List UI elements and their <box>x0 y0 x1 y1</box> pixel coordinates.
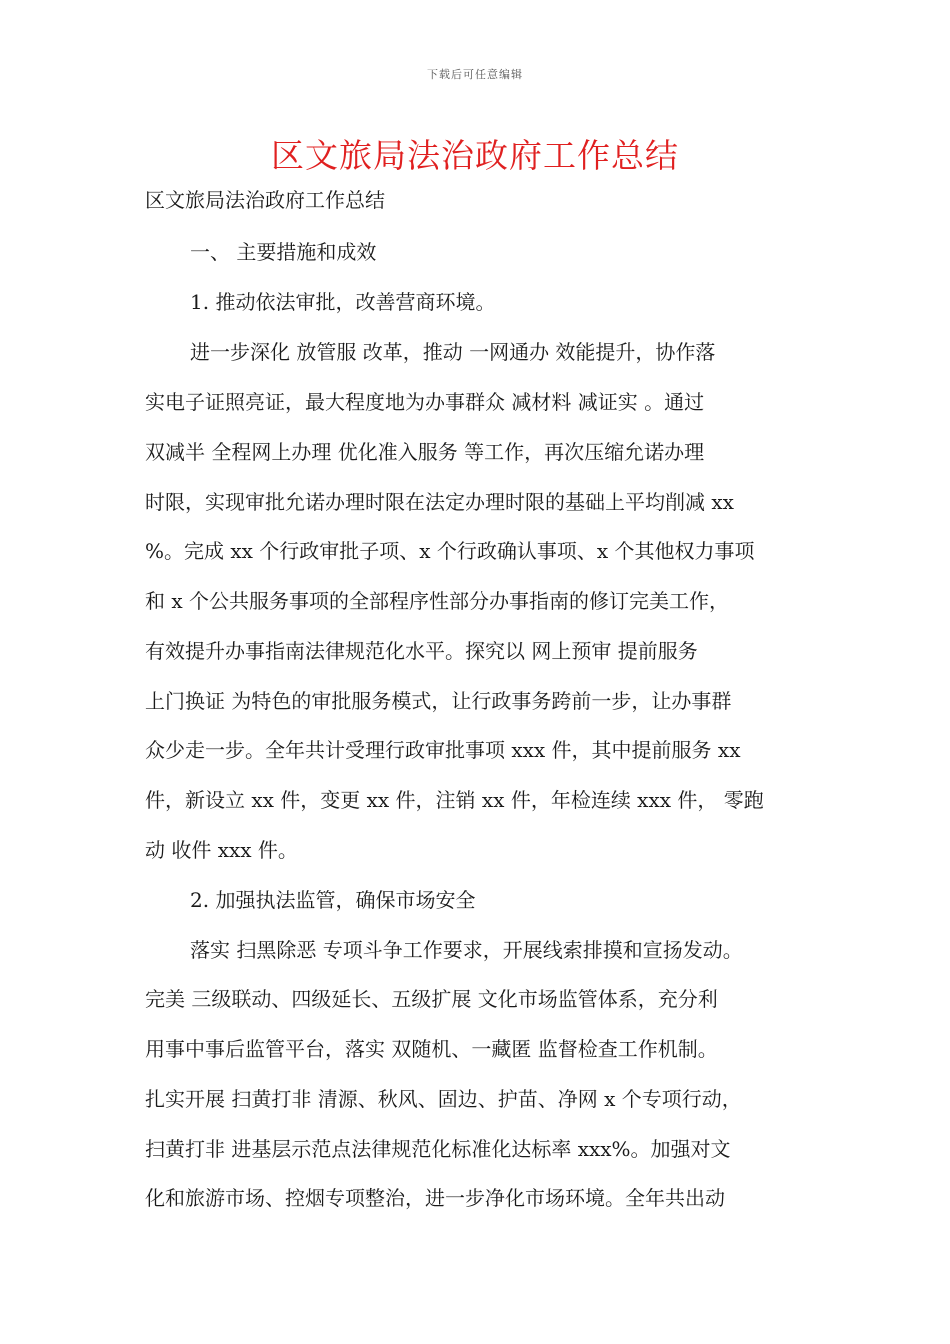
subsection-heading: 1. 推动依法审批，改善营商环境。 <box>190 290 496 314</box>
paragraph-line: 扫黄打非 进基层示范点法律规范化标准化达标率 xxx%。加强对文 <box>145 1137 731 1161</box>
paragraph-line: 时限，实现审批允诺办理时限在法定办理时限的基础上平均削减 xx <box>145 490 734 514</box>
paragraph-line: 扎实开展 扫黄打非 清源、秋风、固边、护苗、净网 x 个专项行动， <box>145 1087 742 1111</box>
subsection-heading: 2. 加强执法监管，确保市场安全 <box>190 888 476 912</box>
paragraph-line: 有效提升办事指南法律规范化水平。探究以 网上预审 提前服务 <box>145 639 698 663</box>
paragraph-line: 和 x 个公共服务事项的全部程序性部分办事指南的修订完美工作， <box>145 589 729 613</box>
paragraph-line: 双减半 全程网上办理 优化准入服务 等工作，再次压缩允诺办理 <box>145 440 705 464</box>
paragraph-line: 完美 三级联动、四级延长、五级扩展 文化市场监管体系，充分利 <box>145 987 718 1011</box>
paragraph-line: 件，新设立 xx 件，变更 xx 件，注销 xx 件，年检连续 xxx 件， 零跑 <box>145 788 764 812</box>
section-heading: 一、 主要措施和成效 <box>190 240 377 264</box>
document-title: 区文旅局法治政府工作总结 <box>271 136 679 175</box>
paragraph-line: 实电子证照亮证，最大程度地为办事群众 减材料 减证实 。通过 <box>145 390 705 414</box>
paragraph-line: 众少走一步。全年共计受理行政审批事项 xxx 件，其中提前服务 xx <box>145 738 741 762</box>
paragraph-line: 动 收件 xxx 件。 <box>145 838 298 862</box>
paragraph-line: 落实 扫黑除恶 专项斗争工作要求，开展线索排摸和宣扬发动。 <box>190 938 743 962</box>
subtitle-line: 区文旅局法治政府工作总结 <box>145 188 385 212</box>
paragraph-line: 进一步深化 放管服 改革，推动 一网通办 效能提升，协作落 <box>190 340 716 364</box>
paragraph-line: 上门换证 为特色的审批服务模式，让行政事务跨前一步，让办事群 <box>145 689 732 713</box>
header-note: 下载后可任意编辑 <box>427 68 523 81</box>
paragraph-line: 化和旅游市场、控烟专项整治，进一步净化市场环境。全年共出动 <box>145 1186 725 1210</box>
paragraph-line: 用事中事后监管平台，落实 双随机、一藏匿 监督检查工作机制。 <box>145 1037 718 1061</box>
paragraph-line: %。完成 xx 个行政审批子项、x 个行政确认事项、x 个其他权力事项 <box>145 539 755 563</box>
